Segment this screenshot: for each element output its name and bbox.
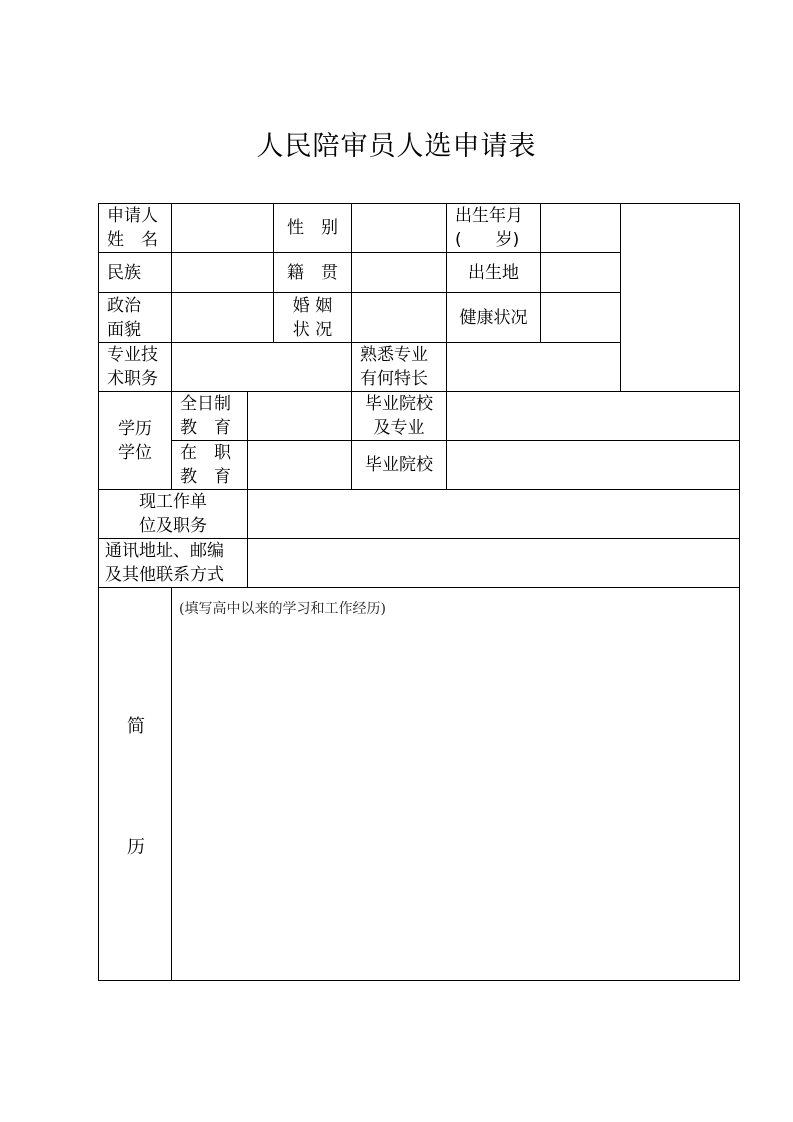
- birthplace-label: [447, 253, 541, 293]
- specialty-label: [352, 343, 447, 392]
- label-line: 通讯地址、邮编: [105, 541, 224, 561]
- label-line: 教 育: [180, 467, 231, 487]
- political-status-label: [99, 293, 172, 343]
- specialty-field[interactable]: [447, 343, 621, 392]
- health-status-field[interactable]: [541, 293, 621, 343]
- label-line: 状 况: [292, 319, 333, 340]
- label-line: 性 别: [287, 218, 338, 238]
- contact-address-label: [99, 539, 248, 588]
- photo-area[interactable]: [621, 204, 739, 392]
- political-status-field[interactable]: [172, 293, 274, 343]
- label-line: 健康状况: [459, 307, 528, 328]
- technical-title-field[interactable]: [172, 343, 352, 392]
- birth-date-label: [447, 204, 541, 253]
- gender-field[interactable]: [352, 204, 447, 253]
- label-line: 民族: [107, 262, 141, 283]
- fulltime-education-field[interactable]: [248, 392, 352, 441]
- marital-status-label: [274, 293, 352, 343]
- page-title: 人民陪审员人选申请表: [256, 131, 537, 162]
- school-major-field[interactable]: [447, 392, 739, 441]
- inservice-education-label: [172, 441, 248, 490]
- label-line: 面貌: [107, 319, 141, 340]
- technical-title-label: [99, 343, 172, 392]
- label-line: 学历: [118, 418, 152, 439]
- graduate-school-label: [352, 441, 447, 490]
- applicant-name-label: [99, 204, 172, 253]
- label-line: 学位: [118, 442, 152, 463]
- education-degree-label: [99, 392, 172, 490]
- resume-field[interactable]: [172, 588, 739, 980]
- label-line: 婚 姻: [292, 295, 333, 316]
- health-status-label: [447, 293, 541, 343]
- label-line: 现工作单: [139, 492, 207, 512]
- fulltime-education-label: [172, 392, 248, 441]
- birth-date-field[interactable]: [541, 204, 621, 253]
- work-unit-field[interactable]: [248, 490, 739, 539]
- label-line: 熟悉专业: [360, 345, 428, 365]
- label-line: 术职务: [107, 369, 158, 389]
- resume-label: [99, 588, 172, 980]
- label-line: 申请人: [107, 206, 158, 226]
- resume-hint: (填写高中以来的学习和工作经历): [179, 601, 386, 617]
- label-line: 教 育: [180, 418, 231, 438]
- resume-char: 简: [127, 716, 145, 737]
- label-line: 出生地: [468, 262, 519, 283]
- label-line: 毕业院校: [365, 394, 433, 414]
- application-form: [98, 203, 740, 981]
- label-line: ( 岁): [455, 230, 520, 250]
- label-line: 及专业: [373, 418, 425, 438]
- school-major-label: [352, 392, 447, 441]
- label-line: 姓 名: [107, 230, 158, 250]
- gender-label: [274, 204, 352, 253]
- label-line: 位及职务: [139, 516, 207, 536]
- label-line: 毕业院校: [365, 455, 433, 475]
- label-line: 出生年月: [455, 206, 523, 226]
- resume-char: 历: [127, 837, 145, 858]
- label-line: 全日制: [180, 394, 231, 414]
- ethnicity-field[interactable]: [172, 253, 274, 293]
- label-line: 籍 贯: [287, 262, 338, 283]
- contact-address-field[interactable]: [248, 539, 739, 588]
- label-line: 专业技: [107, 345, 158, 365]
- birthplace-field[interactable]: [541, 253, 621, 293]
- label-line: 在 职: [180, 443, 231, 463]
- marital-status-field[interactable]: [352, 293, 447, 343]
- inservice-education-field[interactable]: [248, 441, 352, 490]
- label-line: 及其他联系方式: [105, 565, 224, 585]
- ethnicity-label: [99, 253, 172, 293]
- work-unit-label: [99, 490, 248, 539]
- applicant-name-field[interactable]: [172, 204, 274, 253]
- native-place-label: [274, 253, 352, 293]
- native-place-field[interactable]: [352, 253, 447, 293]
- label-line: 政治: [107, 295, 141, 316]
- graduate-school-field[interactable]: [447, 441, 739, 490]
- label-line: 有何特长: [360, 369, 428, 389]
